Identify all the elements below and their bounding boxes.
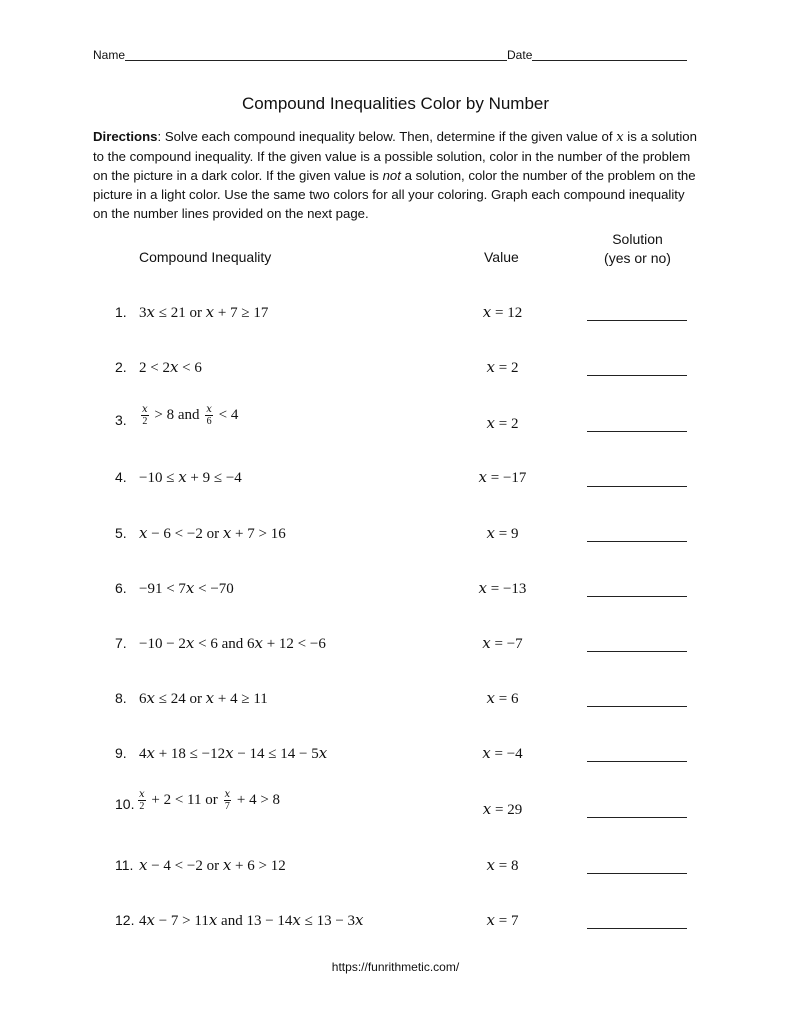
answer-line[interactable]	[587, 817, 687, 818]
fraction-numerator: 𝑥	[206, 404, 212, 415]
answer-line[interactable]	[587, 431, 687, 432]
column-header-solution-line2: (yes or no)	[604, 250, 671, 266]
problem-number: 12.	[115, 912, 135, 928]
directions-text-3: a solution, color the number of the problem on the picture in a light color. Use the same two colors for all your coloring. Graph each compound inequality on the number lines provided on the next page.	[93, 168, 696, 221]
problem-value: 𝑥 = 8	[486, 858, 519, 874]
problem-value: 𝑥 = 12	[482, 305, 523, 321]
date-field[interactable]	[532, 48, 687, 61]
problem-value: 𝑥 = 7	[486, 913, 519, 929]
fraction-denominator: 2	[142, 416, 148, 427]
answer-line[interactable]	[587, 873, 687, 874]
problem-number: 3.	[115, 412, 127, 428]
fraction	[141, 404, 149, 427]
answer-line[interactable]	[587, 596, 687, 597]
problem-value: 𝑥 = 2	[486, 416, 519, 432]
problem-value: 𝑥 = −7	[482, 636, 523, 652]
answer-line[interactable]	[587, 320, 687, 321]
page-title: Compound Inequalities Color by Number	[241, 94, 550, 113]
answer-line[interactable]	[587, 651, 687, 652]
fraction	[224, 789, 232, 812]
problem-inequality: 2 < 2𝑥 < 6	[139, 360, 202, 376]
problem-value: 𝑥 = −17	[478, 470, 527, 486]
problem-number: 9.	[115, 745, 127, 761]
problem-value: 𝑥 = 2	[486, 360, 519, 376]
fraction-numerator: 𝑥	[224, 789, 231, 800]
problem-value: 𝑥 = 6	[486, 691, 519, 707]
directions-label: Directions	[93, 129, 158, 144]
directions-paragraph	[93, 127, 698, 223]
problem-inequality: −10 ≤ 𝑥 + 9 ≤ −4	[139, 470, 242, 486]
answer-line[interactable]	[587, 706, 687, 707]
problem-number: 11.	[115, 857, 134, 873]
problem-inequality: 𝑥 − 6 < −2 or 𝑥 + 7 > 16	[139, 526, 286, 542]
name-date-header	[93, 48, 687, 62]
inequality-text: < 4	[218, 406, 239, 423]
column-header-inequality: Compound Inequality	[139, 249, 272, 265]
answer-line[interactable]	[587, 928, 687, 929]
problem-number: 5.	[115, 525, 127, 541]
column-header-solution-line1: Solution	[612, 231, 663, 247]
directions-text-1: : Solve each compound inequality below. Then, determine if the given value of	[157, 129, 617, 144]
problem-number: 7.	[115, 635, 127, 651]
directions-text-2: is a solution to the compound inequality. If the given value is a possible solution, color in the number of the problem on the picture in a dark color. If the given value is	[93, 129, 697, 183]
fraction	[138, 789, 146, 812]
answer-line[interactable]	[587, 761, 687, 762]
problem-value: 𝑥 = 29	[482, 802, 523, 818]
directions-not: not	[382, 168, 401, 183]
problem-number: 2.	[115, 359, 127, 375]
answer-line[interactable]	[587, 541, 687, 542]
problem-number: 1.	[115, 304, 127, 320]
problem-value: 𝑥 = −13	[478, 581, 527, 597]
fraction-numerator: 𝑥	[139, 789, 145, 800]
fraction-numerator: 𝑥	[142, 404, 148, 415]
problem-inequality	[136, 789, 280, 812]
answer-line[interactable]	[587, 375, 687, 376]
problem-inequality: 4𝑥 − 7 > 11𝑥 and 13 − 14𝑥 ≤ 13 − 3𝑥	[139, 913, 364, 929]
date-label: Date	[507, 48, 533, 62]
problem-number: 4.	[115, 469, 127, 485]
fraction	[205, 404, 213, 427]
column-header-solution	[590, 230, 685, 268]
fraction-denominator: 7	[224, 801, 230, 812]
problem-number: 6.	[115, 580, 127, 596]
answer-line[interactable]	[587, 486, 687, 487]
inequality-text: > 8 and	[154, 406, 200, 423]
directions-variable: x	[616, 130, 624, 145]
problem-number: 8.	[115, 690, 127, 706]
problem-inequality: −10 − 2𝑥 < 6 and 6𝑥 + 12 < −6	[139, 636, 326, 652]
problem-inequality	[139, 404, 238, 427]
inequality-text: + 2 < 11 or	[151, 791, 218, 808]
problem-inequality: 𝑥 − 4 < −2 or 𝑥 + 6 > 12	[139, 858, 286, 874]
problem-inequality: −91 < 7𝑥 < −70	[139, 581, 234, 597]
problem-inequality: 3𝑥 ≤ 21 or 𝑥 + 7 ≥ 17	[139, 305, 269, 321]
problem-value: 𝑥 = −4	[482, 746, 523, 762]
problem-value: 𝑥 = 9	[486, 526, 519, 542]
name-label: Name	[93, 48, 126, 62]
column-header-value: Value	[484, 249, 519, 265]
problem-number: 10.	[115, 796, 135, 812]
fraction-denominator: 6	[206, 416, 212, 427]
problem-inequality: 4𝑥 + 18 ≤ −12𝑥 − 14 ≤ 14 − 5𝑥	[139, 746, 328, 762]
name-field[interactable]	[125, 48, 507, 61]
inequality-text: + 4 > 8	[236, 791, 281, 808]
fraction-denominator: 2	[139, 801, 145, 812]
footer-url[interactable]: https://funrithmetic.com/	[331, 960, 460, 974]
problem-inequality: 6𝑥 ≤ 24 or 𝑥 + 4 ≥ 11	[139, 691, 268, 707]
